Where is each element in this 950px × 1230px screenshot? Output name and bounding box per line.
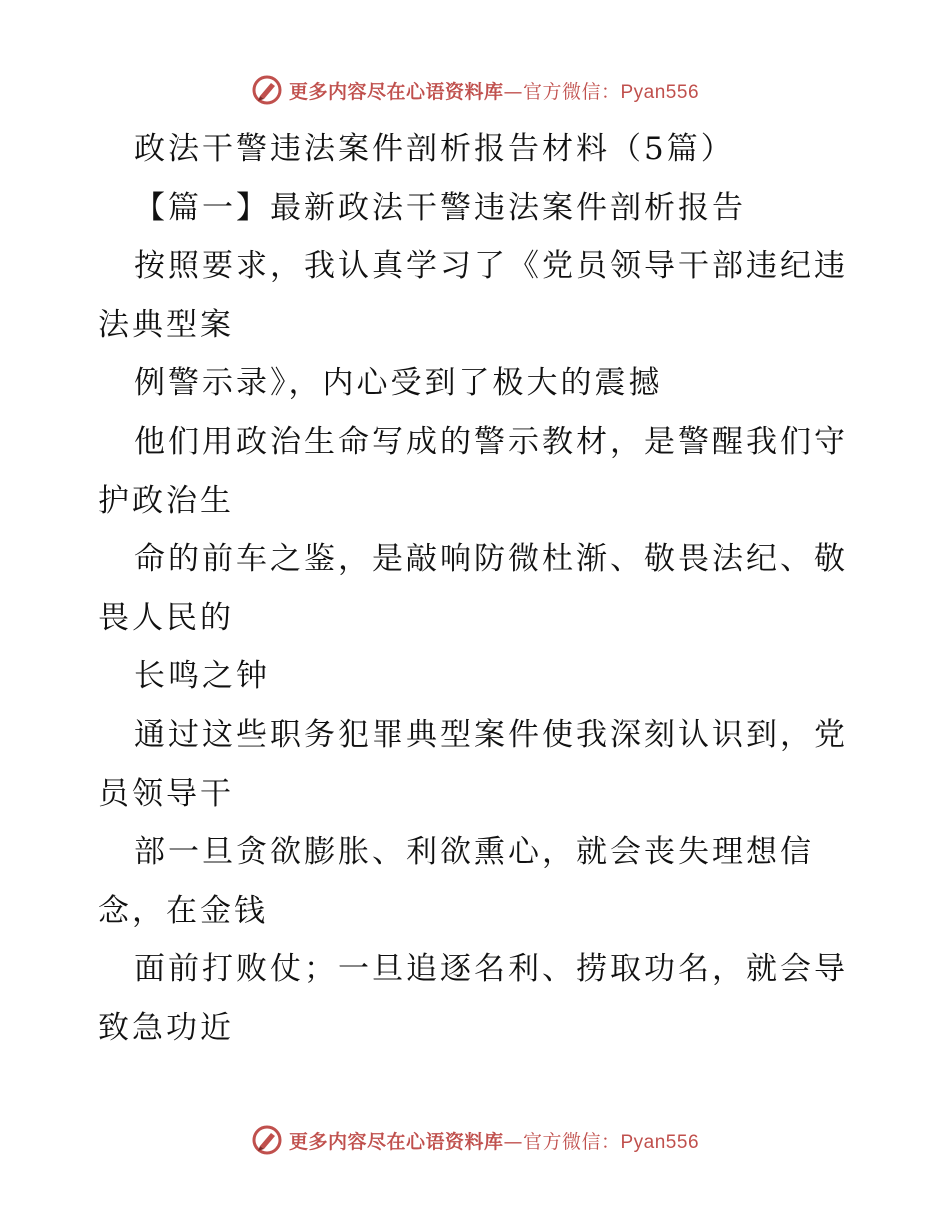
paragraph-line: 他们用政治生命写成的警示教材，是警醒我们守 bbox=[134, 423, 848, 460]
pen-circle-logo-icon bbox=[251, 1124, 283, 1156]
banner-wechat-label: 官方微信： bbox=[522, 1130, 621, 1153]
paragraph-line: 例警示录》，内心受到了极大的震撼 bbox=[134, 365, 663, 402]
document-title: 政法干警违法案件剖析报告材料（5篇） bbox=[134, 131, 735, 167]
paragraph-line: 通过这些职务犯罪典型案件使我深刻认识到，党 bbox=[134, 716, 848, 753]
paragraph-line: 命的前车之鉴，是敲响防微杜渐、敬畏法纪、敬 bbox=[134, 541, 848, 578]
paragraph-line: 致急功近 bbox=[98, 1009, 234, 1046]
paragraph-line: 长鸣之钟 bbox=[134, 658, 270, 695]
section-heading: 【篇一】最新政法干警违法案件剖析报告 bbox=[134, 189, 746, 226]
document-body bbox=[98, 120, 852, 1058]
banner-dash: — bbox=[503, 80, 523, 103]
banner-main-text: 更多内容尽在心语资料库 bbox=[288, 80, 504, 103]
paragraph-line: 法典型案 bbox=[98, 306, 234, 343]
banner-text bbox=[289, 77, 699, 104]
paragraph-line: 念，在金钱 bbox=[98, 892, 268, 929]
banner-main-text: 更多内容尽在心语资料库 bbox=[288, 1130, 504, 1153]
footer-banner bbox=[0, 1120, 950, 1160]
header-banner bbox=[0, 70, 950, 110]
paragraph-line: 护政治生 bbox=[98, 482, 234, 519]
paragraph-line: 畏人民的 bbox=[98, 599, 234, 636]
paragraph-line: 按照要求，我认真学习了《党员领导干部违纪违 bbox=[134, 248, 848, 285]
banner-wechat-id: Pyan556 bbox=[620, 1131, 700, 1153]
pen-circle-logo-icon bbox=[251, 74, 283, 106]
paragraph-line: 员领导干 bbox=[98, 775, 234, 812]
paragraph-line: 部一旦贪欲膨胀、利欲熏心，就会丧失理想信 bbox=[134, 834, 814, 871]
banner-dash: — bbox=[503, 1130, 523, 1153]
banner-text bbox=[289, 1127, 699, 1154]
banner-wechat-label: 官方微信： bbox=[522, 80, 621, 103]
banner-wechat-id: Pyan556 bbox=[620, 81, 700, 103]
paragraph-line: 面前打败仗；一旦追逐名利、捞取功名，就会导 bbox=[134, 951, 848, 988]
